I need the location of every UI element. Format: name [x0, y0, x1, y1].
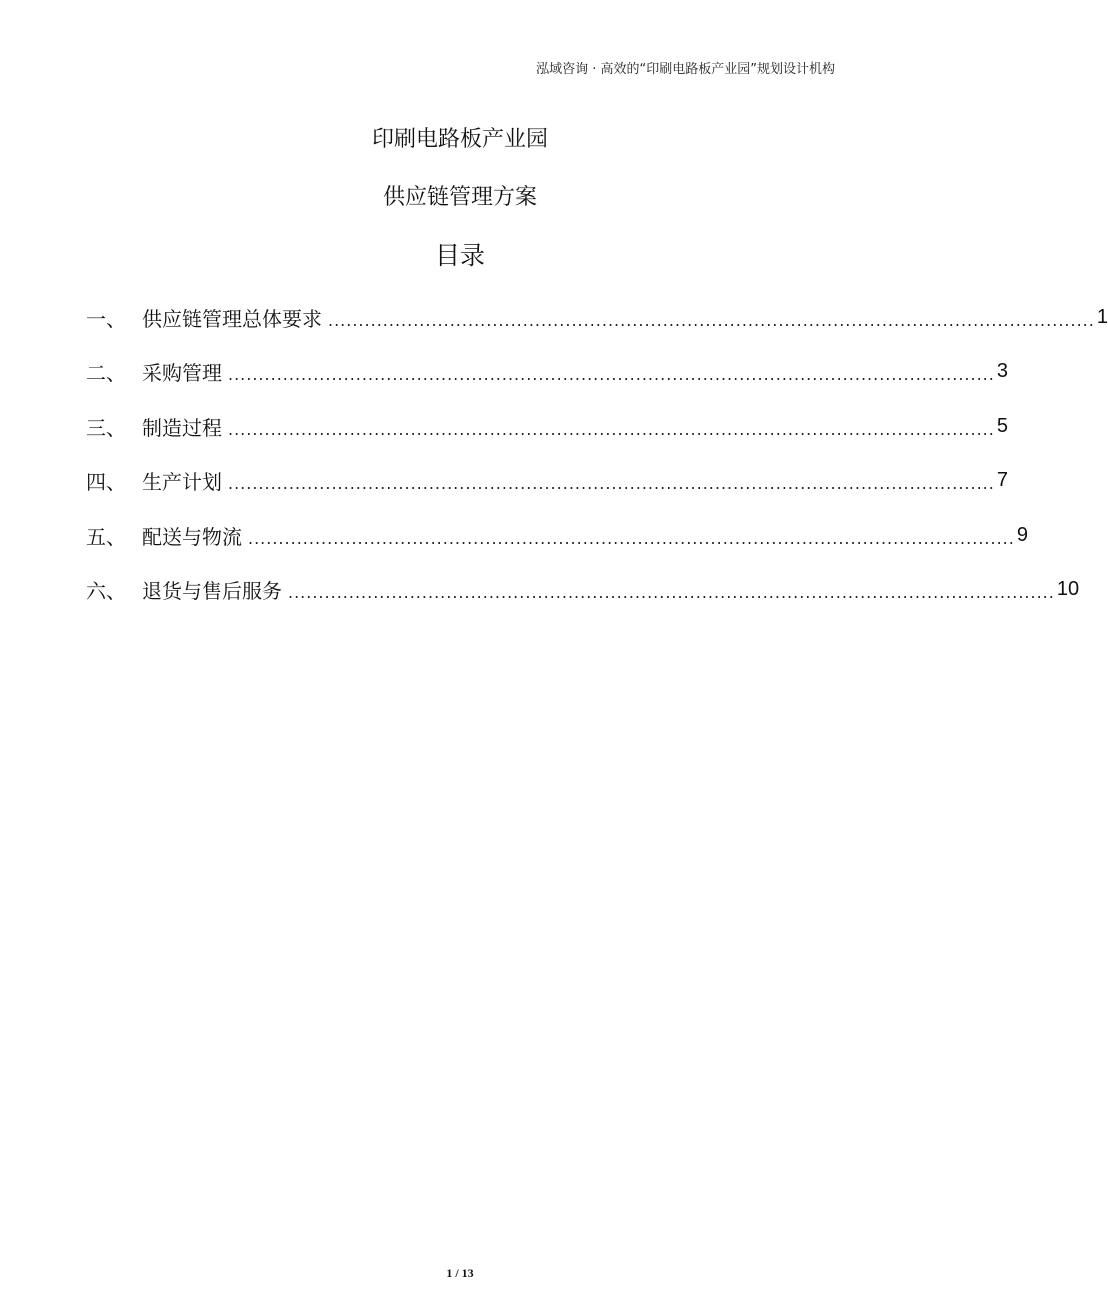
toc-entry-number: 一、 [86, 306, 126, 331]
toc-entry[interactable] [86, 290, 1108, 345]
toc-entry-page: 5 [996, 414, 1008, 437]
document-subtitle: 供应链管理方案 [382, 185, 537, 210]
toc-heading: 目录 [434, 241, 485, 270]
toc-dot-leader: .............................................................................................................................. [228, 474, 995, 494]
toc-entry-number: 四、 [86, 470, 126, 495]
toc-entry-title: 制造过程 [142, 415, 222, 440]
toc-entry-number: 二、 [86, 361, 126, 386]
toc-entry-number: 五、 [86, 524, 126, 549]
toc-entry-page: 3 [996, 360, 1008, 383]
toc-entry[interactable] [86, 508, 1028, 563]
toc-dot-leader: .............................................................................................................................. [228, 419, 995, 439]
toc-entry-page: 7 [996, 469, 1008, 492]
page-header: 泓域咨询 · 高效的“印刷电路板产业园”规划设计机构 [536, 62, 835, 77]
toc-entry-number: 三、 [86, 415, 126, 440]
toc-dot-leader: .............................................................................................................................. [228, 365, 995, 385]
page-number-footer: 1 / 13 [446, 1266, 474, 1280]
toc-entry-title: 生产计划 [142, 470, 222, 495]
toc-entry-title: 采购管理 [142, 361, 222, 386]
toc-entry[interactable] [86, 454, 1008, 509]
toc-entry-title: 供应链管理总体要求 [142, 306, 322, 331]
table-of-contents [86, 290, 1108, 617]
toc-entry-page: 1 [1096, 305, 1108, 328]
toc-entry-page: 10 [1056, 578, 1080, 601]
toc-entry-page: 9 [1016, 523, 1028, 546]
toc-dot-leader: .............................................................................................................................. [248, 528, 1015, 548]
toc-entry[interactable] [86, 563, 1080, 618]
toc-dot-leader: .............................................................................................................................. [328, 310, 1095, 330]
document-title: 印刷电路板产业园 [371, 127, 548, 152]
toc-entry-title: 退货与售后服务 [142, 579, 282, 604]
toc-entry[interactable] [86, 345, 1008, 400]
toc-entry-title: 配送与物流 [142, 524, 242, 549]
toc-dot-leader: .............................................................................................................................. [288, 583, 1055, 603]
toc-entry-number: 六、 [86, 579, 126, 604]
toc-entry[interactable] [86, 399, 1008, 454]
